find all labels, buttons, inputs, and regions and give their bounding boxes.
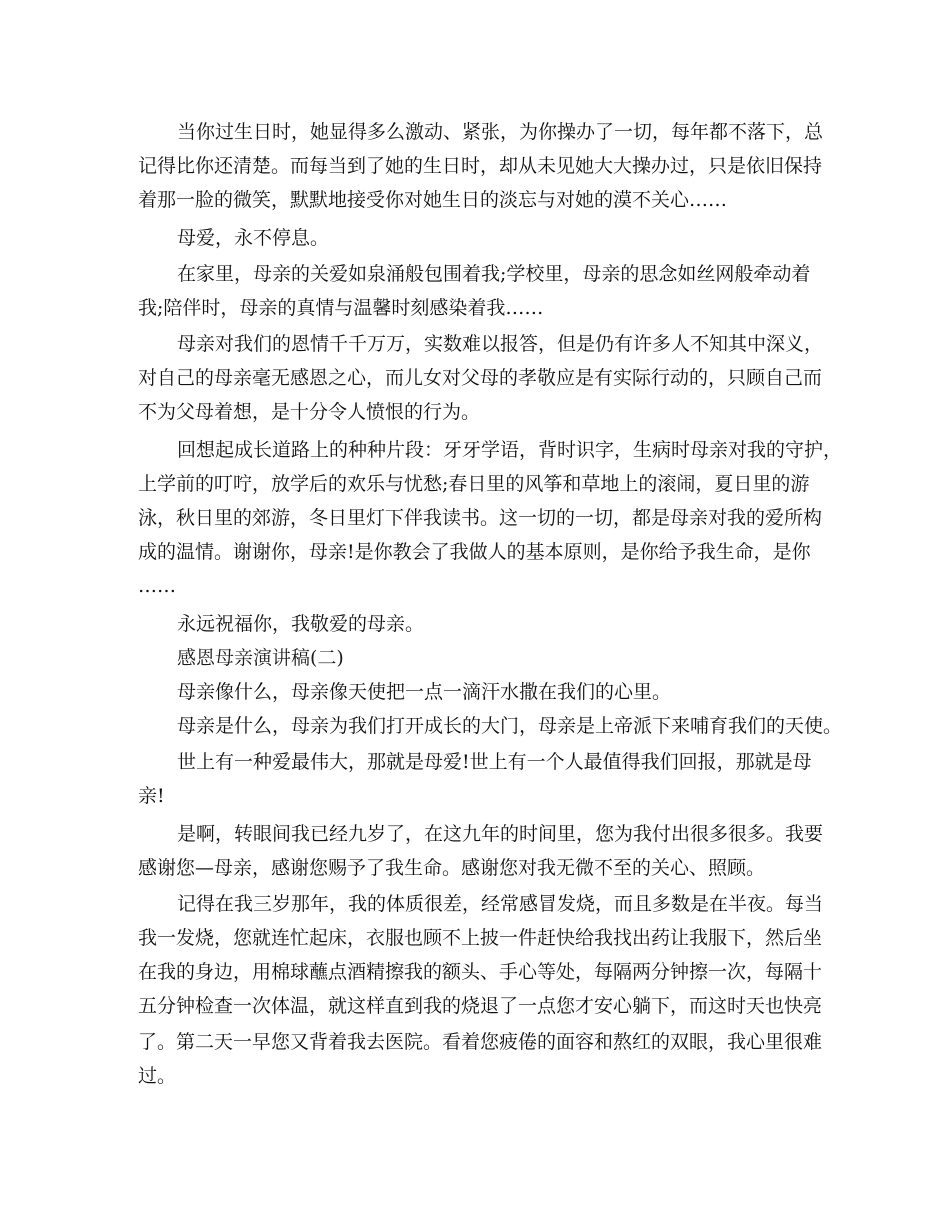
paragraph-line: 感谢您—母亲，感谢您赐予了我生命。感谢您对我无微不至的关心、照顾。 [138,857,766,879]
paragraph-line: 母亲对我们的恩情千千万万，实数难以报答，但是仍有许多人不知其中深义， [177,333,824,355]
paragraph-line: 不为父母着想，是十分令人愤恨的行为。 [138,401,481,423]
paragraph-line: 当你过生日时，她显得多么激动、紧张，为你操办了一切，每年都不落下，总 [177,121,824,143]
paragraph-line: 记得比你还清楚。而每当到了她的生日时，却从未见她大大操办过，只是依旧保持 [138,155,823,177]
paragraph-line: …… [138,575,176,597]
paragraph-line: 上学前的叮咛，放学后的欢乐与忧愁;春日里的风筝和草地上的滚闹，夏日里的游 [138,473,810,495]
paragraph-line: 母亲是什么，母亲为我们打开成长的大门，母亲是上帝派下来哺育我们的天使。 [177,715,843,737]
paragraph-line: 我;陪伴时，母亲的真情与温馨时刻感染着我…… [138,297,544,319]
paragraph-line: 亲! [138,785,165,807]
section-heading: 感恩母亲演讲稿(二) [177,647,344,669]
paragraph-line: 对自己的母亲毫无感恩之心，而儿女对父母的孝敬应是有实际行动的，只顾自己而 [138,367,823,389]
paragraph-line: 泳，秋日里的郊游，冬日里灯下伴我读书。这一切的一切，都是母亲对我的爱所构 [138,507,823,529]
paragraph-line: 是啊，转眼间我已经九岁了，在这九年的时间里，您为我付出很多很多。我要 [177,823,824,845]
paragraph-line: 五分钟检查一次体温，就这样直到我的烧退了一点您才安心躺下，而这时天也快亮 [138,995,823,1017]
paragraph-line: 我一发烧，您就连忙起床，衣服也顾不上披一件赶快给我找出药让我服下，然后坐 [138,927,823,949]
paragraph-line: 了。第二天一早您又背着我去医院。看着您疲倦的面容和熬红的双眼，我心里很难 [138,1031,823,1053]
paragraph-line: 母亲像什么，母亲像天使把一点一滴汗水撒在我们的心里。 [177,681,672,703]
paragraph-line: 着那一脸的微笑，默默地接受你对她生日的淡忘与对她的漠不关心…… [138,189,728,211]
paragraph-line: 永远祝福你，我敬爱的母亲。 [177,613,425,635]
paragraph-line: 在我的身边，用棉球蘸点酒精擦我的额头、手心等处，每隔两分钟擦一次，每隔十 [138,961,823,983]
paragraph-line: 过。 [138,1065,177,1087]
paragraph-line: 记得在我三岁那年，我的体质很差，经常感冒发烧，而且多数是在半夜。每当 [177,893,824,915]
paragraph-line: 回想起成长道路上的种种片段：牙牙学语，背时识字，生病时母亲对我的守护， [177,439,843,461]
paragraph-line: 成的温情。谢谢你，母亲!是你教会了我做人的基本原则，是你给予我生命，是你 [138,541,811,563]
paragraph-line: 在家里，母亲的关爱如泉涌般包围着我;学校里，母亲的思念如丝网般牵动着 [177,263,811,285]
paragraph-line: 母爱，永不停息。 [177,227,330,249]
paragraph-line: 世上有一种爱最伟大，那就是母爱!世上有一个人最值得我们回报，那就是母 [177,751,812,773]
